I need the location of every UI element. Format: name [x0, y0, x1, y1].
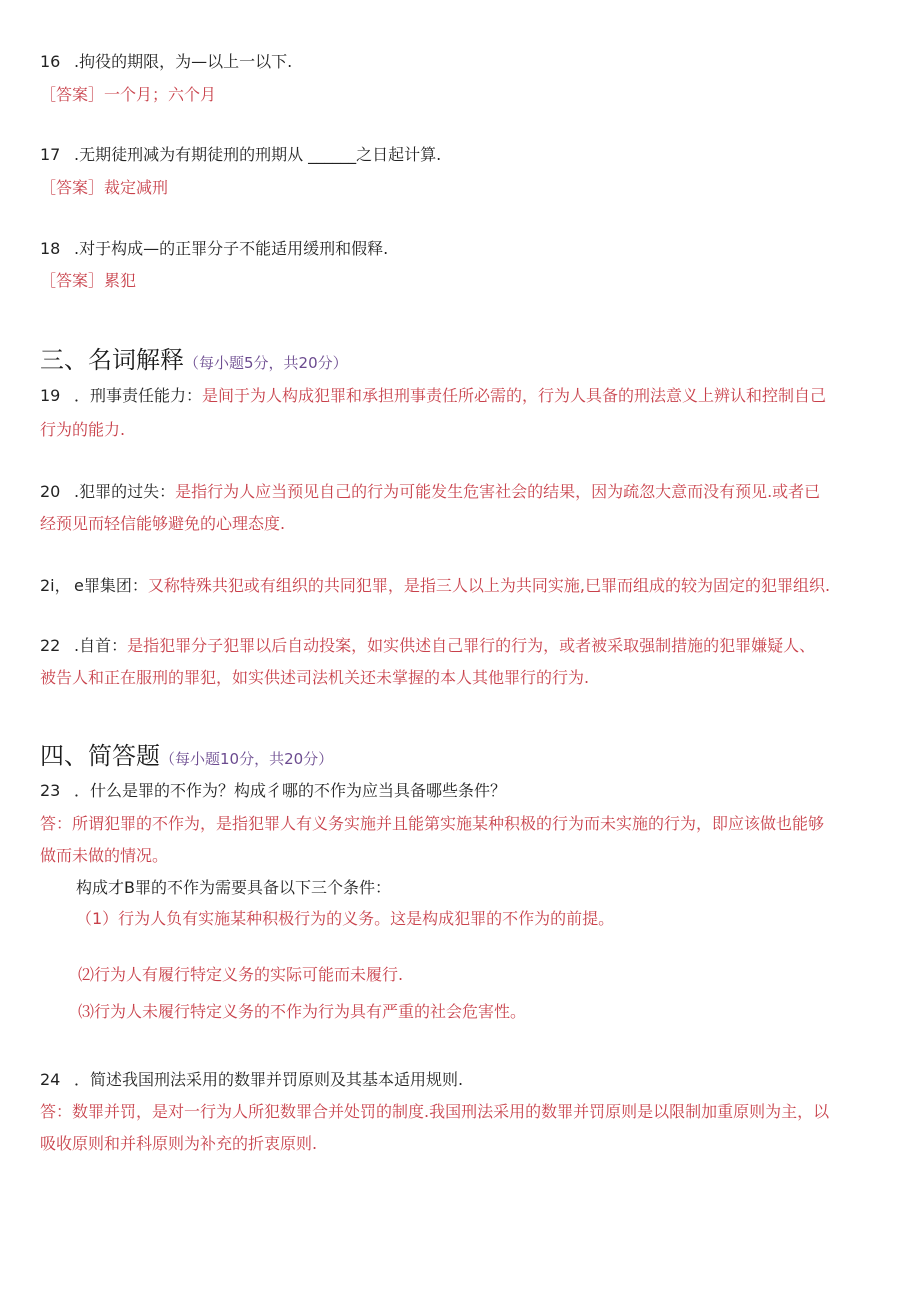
question-text: 16 .拘役的期限，为—以上一以下.: [40, 52, 293, 71]
question-text: 18 .对于构成—的正罪分子不能适用缓刑和假释.: [40, 239, 389, 258]
section-heading-3: 三、名词解释（每小题5分，共20分）: [40, 346, 348, 374]
answer: ［答案］累犯: [40, 271, 137, 290]
answer: ［答案］裁定减刑: [40, 178, 169, 197]
question-text: 24 ．简述我国刑法采用的数罪并罚原则及其基本适用规则.: [40, 1070, 464, 1089]
definition-line: 经预见而轻信能够避免的心理态度.: [40, 514, 286, 533]
question-text: 17 .无期徒刑减为有期徒刑的刑期从 ______之日起计算.: [40, 145, 442, 164]
condition-3: ⑶行为人未履行特定义务的不作为行为具有严重的社会危害性。: [78, 1002, 527, 1021]
definition-line: 20 .犯罪的过失：是指行为人应当预见自己的行为可能发生危害社会的结果，因为疏忽大意而没有预见.或者已: [40, 482, 821, 501]
condition-2: ⑵行为人有履行特定义务的实际可能而未履行.: [78, 965, 404, 984]
definition-line: 22 .自首：是指犯罪分子犯罪以后自动投案，如实供述自己罪行的行为，或者被采取强制措施的犯罪嫌疑人、: [40, 636, 816, 655]
answer-line: 吸收原则和并科原则为补充的折衷原则.: [40, 1134, 318, 1153]
section-note: （每小题10分，共20分）: [160, 750, 334, 768]
section-note: （每小题5分，共20分）: [184, 354, 348, 372]
section-heading-4: 四、简答题（每小题10分，共20分）: [40, 742, 334, 770]
definition-line: 被告人和正在服刑的罪犯，如实供述司法机关还未掌握的本人其他罪行的行为.: [40, 668, 590, 687]
definition-line: 2i， e罪集团：又称特殊共犯或有组织的共同犯罪，是指三人以上为共同实施,巳罪而组成的较为固定的犯罪组织.: [40, 576, 831, 595]
definition-line: 行为的能力.: [40, 420, 126, 439]
answer-line: 做而未做的情况。: [40, 846, 169, 865]
definition-line: 19 ．刑事责任能力：是间于为人构成犯罪和承担刑事责任所必需的，行为人具备的刑法意义上辨认和控制自己: [40, 386, 827, 405]
answer-line: 答：数罪并罚，是对一行为人所犯数罪合并处罚的制度.我国刑法采用的数罪并罚原则是以限制加重原则为主，以: [40, 1102, 830, 1121]
answer: ［答案］一个月；六个月: [40, 85, 217, 104]
question-text: 23 ．什么是罪的不作为？构成彳哪的不作为应当具备哪些条件？: [40, 781, 507, 800]
answer-line: 答：所谓犯罪的不作为，是指犯罪人有义务实施并且能第实施某种积极的行为而未实施的行为，即应该做也能够: [40, 814, 825, 833]
conditions-intro: 构成才B罪的不作为需要具备以下三个条件：: [76, 878, 391, 897]
condition-1: （1）行为人负有实施某种积极行为的义务。这是构成犯罪的不作为的前提。: [76, 909, 615, 928]
